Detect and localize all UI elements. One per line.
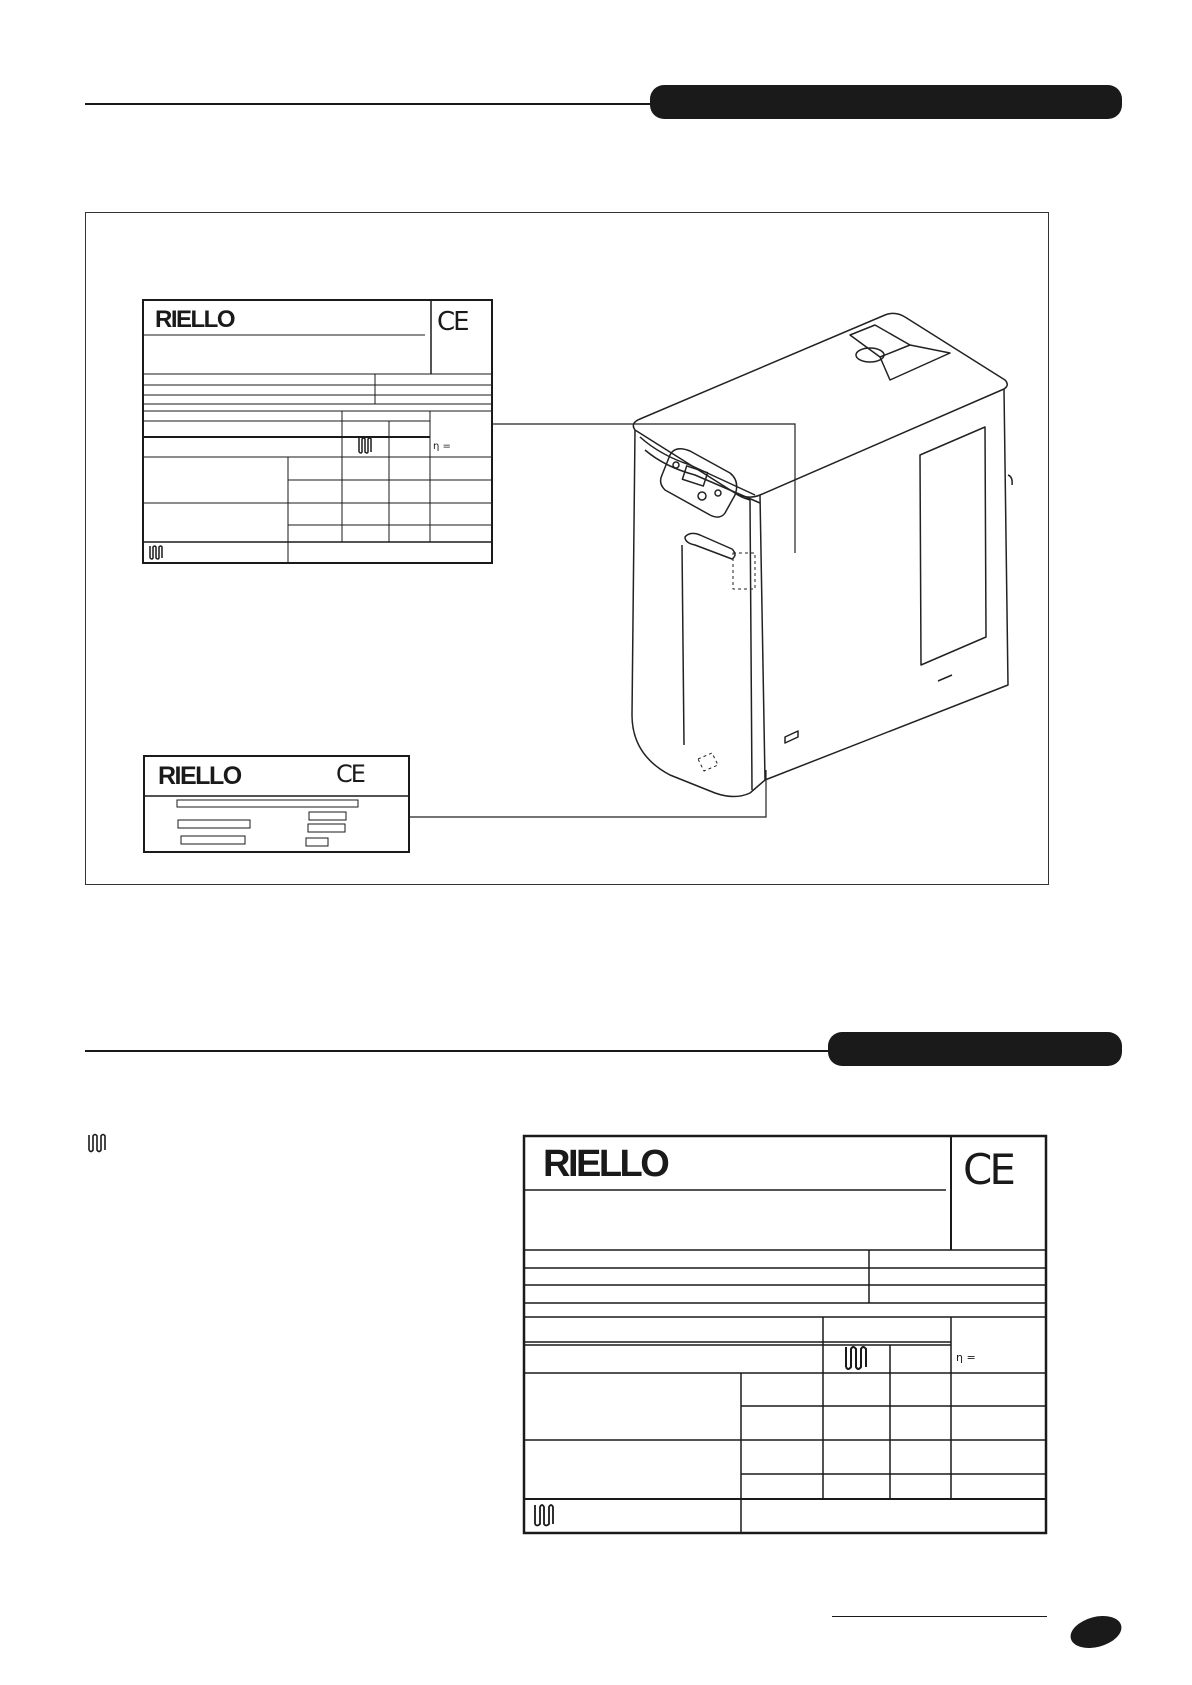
ce-mark-icon: CE xyxy=(336,760,364,788)
efficiency-label: η = xyxy=(433,441,451,452)
efficiency-label: η = xyxy=(956,1351,976,1364)
brand-logo: RIELLO xyxy=(155,306,234,333)
brand-logo: RIELLO xyxy=(158,762,241,790)
boiler-data-plate-large xyxy=(523,1135,1048,1535)
radiator-icon xyxy=(86,1133,106,1153)
page-number-badge xyxy=(1068,1612,1124,1652)
ce-mark-icon: CE xyxy=(437,307,468,337)
ce-mark-icon: CE xyxy=(963,1145,1013,1194)
section-2-title-pill xyxy=(828,1032,1122,1066)
data-plate-large-grid xyxy=(523,1135,1048,1535)
section-2-header-rule xyxy=(85,1050,835,1052)
radiator-icon xyxy=(843,1345,867,1371)
radiator-icon xyxy=(533,1503,553,1527)
footer-rule xyxy=(832,1616,1047,1617)
brand-logo: RIELLO xyxy=(543,1143,668,1185)
